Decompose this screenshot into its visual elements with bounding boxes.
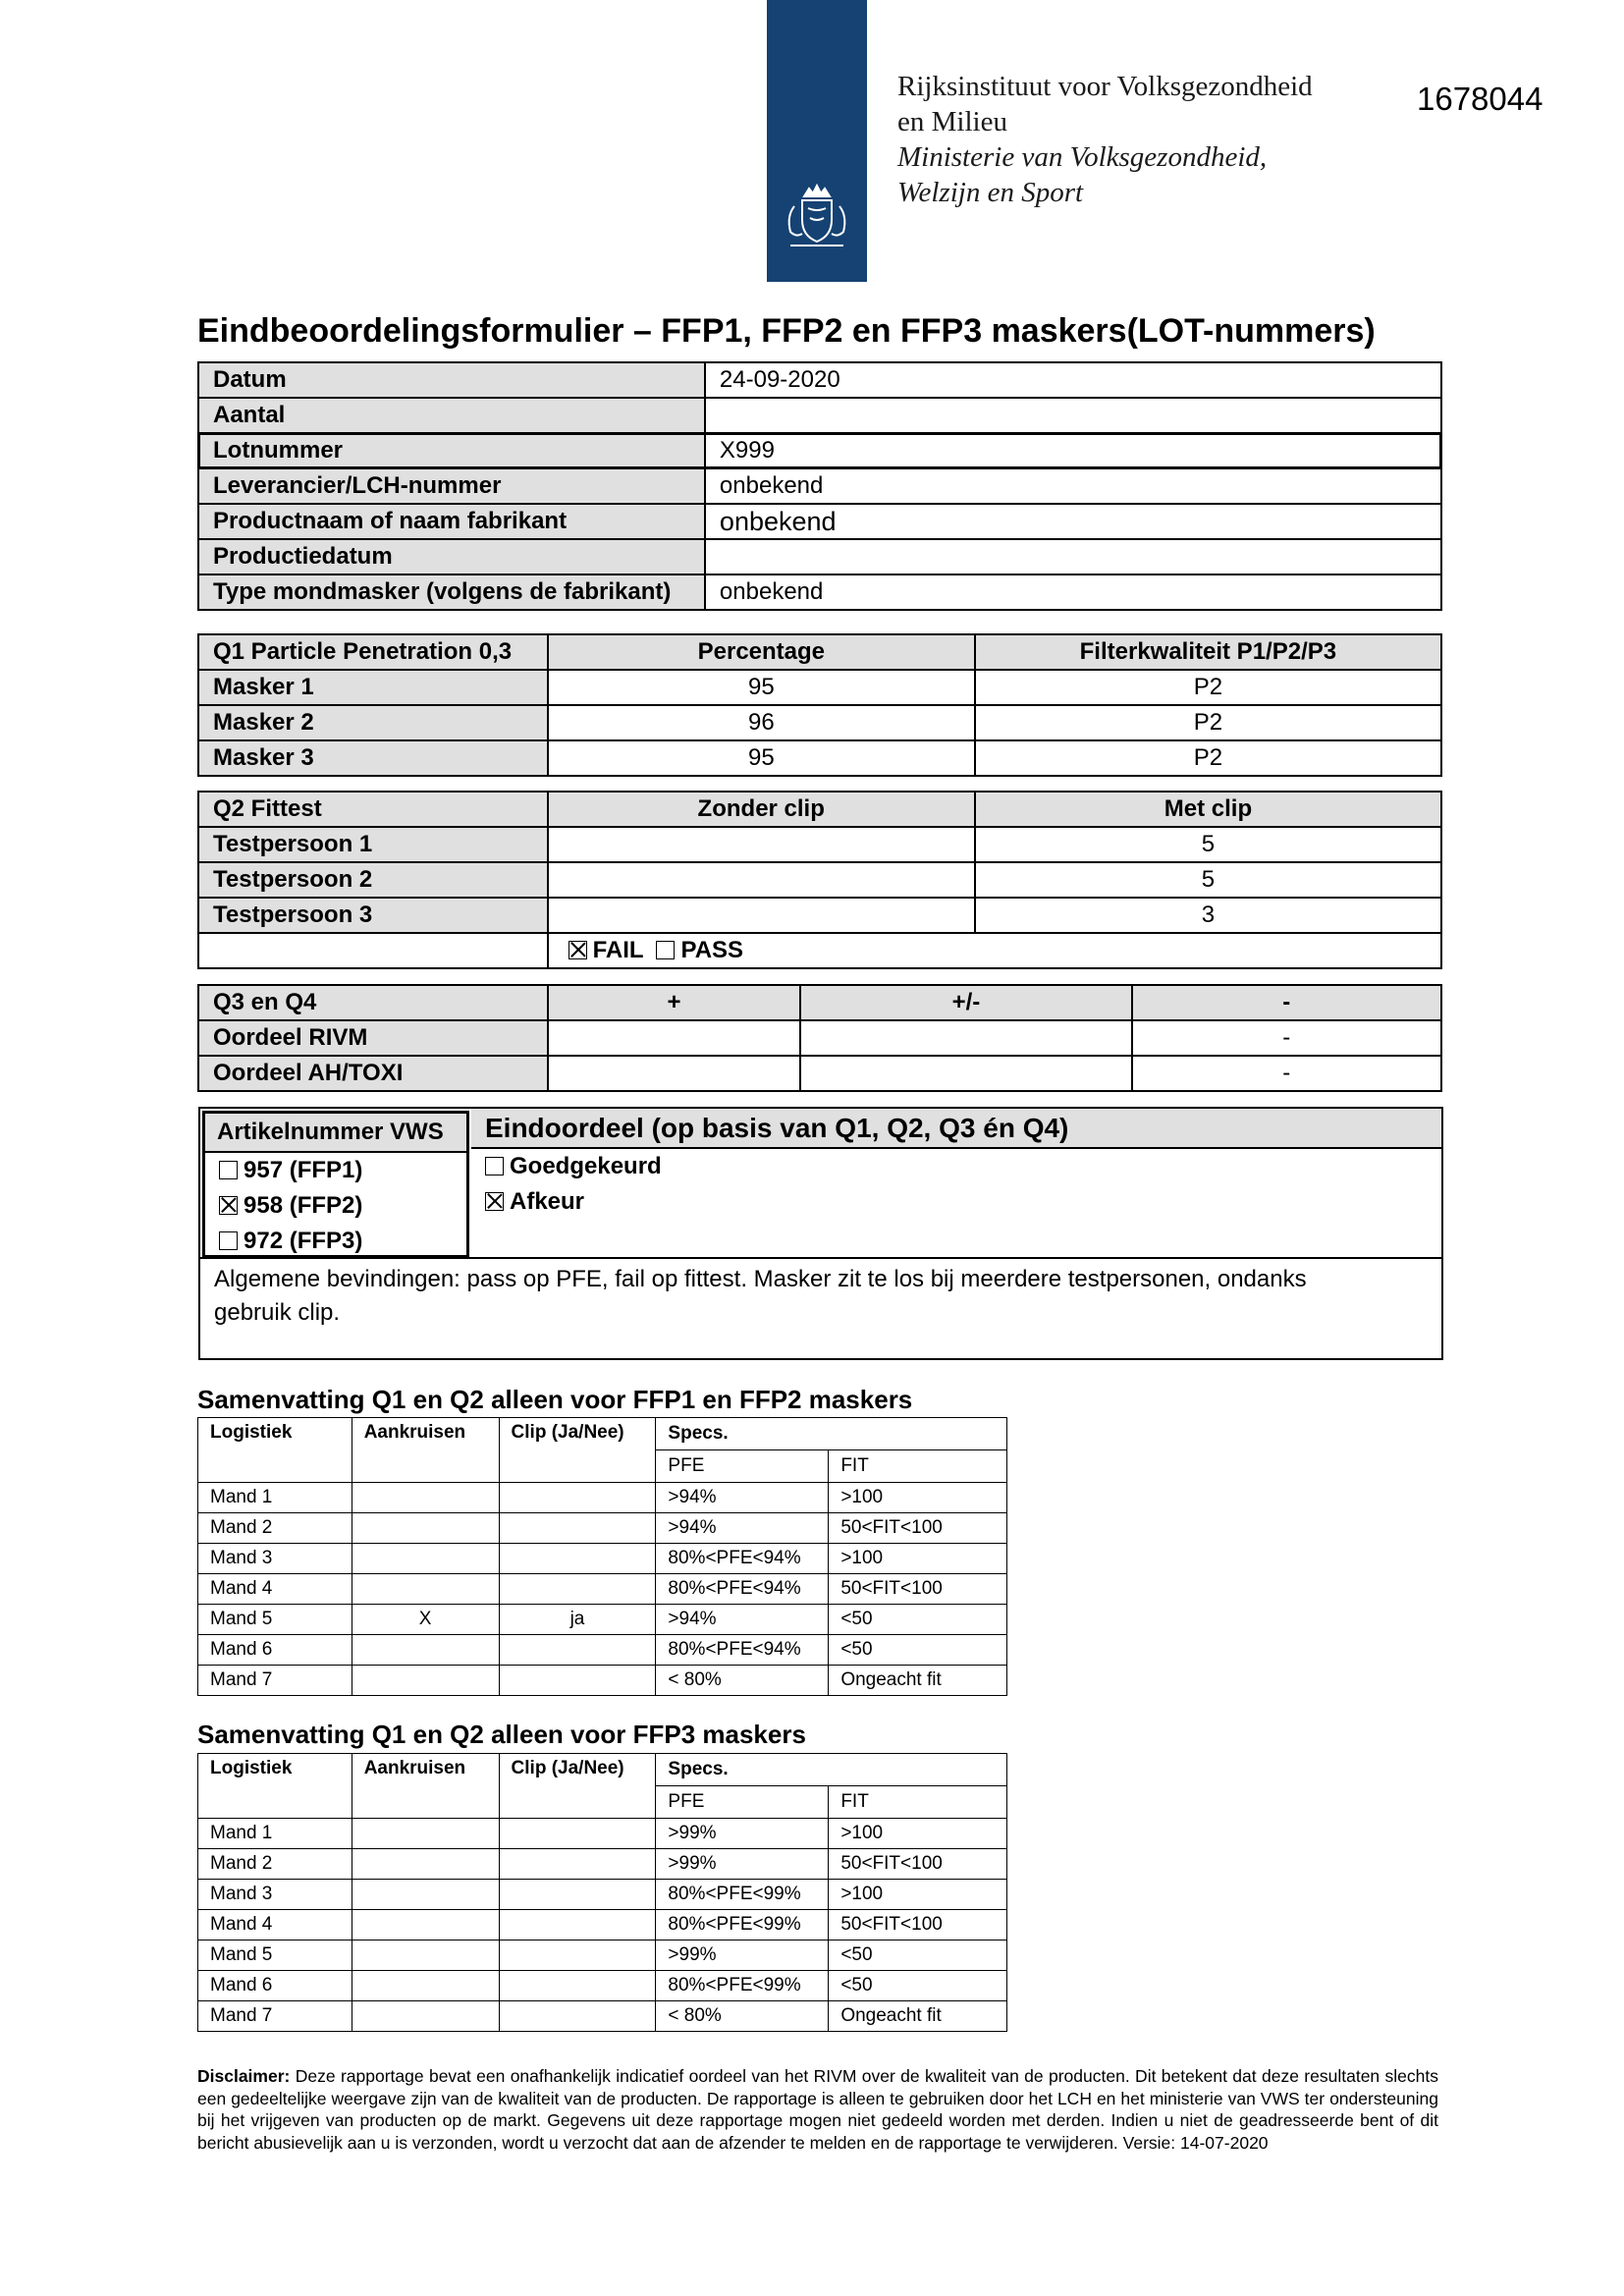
summary1-cell: ja <box>499 1605 656 1635</box>
pass-checkbox[interactable] <box>656 941 675 959</box>
q1-cell: 96 <box>548 705 975 740</box>
q1-row <box>198 670 1441 705</box>
summary2-cell: 50<FIT<100 <box>829 1849 1007 1880</box>
oordeel-option <box>485 1184 1441 1220</box>
info-row <box>198 468 1441 504</box>
summary1-cell: >100 <box>829 1544 1007 1574</box>
q1-header-cell: Percentage <box>548 634 975 670</box>
q1-row-label: Masker 3 <box>198 740 548 776</box>
oordeel-header: Eindoordeel (op basis van Q1, Q2, Q3 én Q4) <box>471 1109 1441 1149</box>
info-label: Aantal <box>198 398 705 433</box>
disclaimer-text: Deze rapportage bevat een onafhankelijk indicatief oordeel van het RIVM over de kwaliteit van de producten. Dit betekent dat deze resultaten slechts een gedeeltelijke weergave zijn van de kwaliteit van de producten. De rapportage is alleen te gebruiken door het LCH en het ministerie van VWS ter ondersteuning bij het vrijgeven van producten op de markt. Gegevens uit deze rapportage mogen niet gedeeld worden met derden. Indien u niet de geadresseerde bent of dit bericht abusievelijk aan u is verzonden, wordt u verzocht dat aan de afzender te melden en de rapportage te verwijderen. Versie: 14-07-2020 <box>197 2066 1438 2153</box>
summary1-cell: Mand 4 <box>198 1574 352 1605</box>
q1-cell: 95 <box>548 670 975 705</box>
q1-header-cell: Filterkwaliteit P1/P2/P3 <box>975 634 1441 670</box>
oordeel-area <box>471 1109 1441 1256</box>
q2-cell: 5 <box>975 862 1441 898</box>
summary2-cell <box>352 1910 499 1941</box>
info-value: onbekend <box>705 504 1441 539</box>
summary1-header-cell: Specs. <box>656 1418 1007 1450</box>
summary2-table <box>197 1753 1007 2032</box>
summary1-row <box>198 1605 1007 1635</box>
q2-table <box>197 791 1442 969</box>
q34-cell <box>800 1020 1131 1056</box>
ministry-line1: Ministerie van Volksgezondheid, <box>897 141 1268 173</box>
bevindingen-text <box>200 1257 1441 1334</box>
q1-cell: P2 <box>975 670 1441 705</box>
q1-row-label: Masker 2 <box>198 705 548 740</box>
oordeel-option-label: Goedgekeurd <box>510 1153 662 1179</box>
summary2-cell: <50 <box>829 1941 1007 1971</box>
artikel-option <box>219 1188 466 1224</box>
summary1-cell: Mand 1 <box>198 1483 352 1513</box>
artikel-option <box>219 1153 466 1188</box>
q2-cell <box>548 898 975 933</box>
summary2-cell <box>352 1941 499 1971</box>
q2-row <box>198 862 1441 898</box>
summary2-title: Samenvatting Q1 en Q2 alleen voor FFP3 maskers <box>197 1720 806 1749</box>
summary2-header-cell: Clip (Ja/Nee) <box>499 1754 656 1819</box>
summary1-cell <box>499 1635 656 1666</box>
summary1-table <box>197 1417 1007 1696</box>
q34-header-cell: Q3 en Q4 <box>198 985 548 1020</box>
q1-table <box>197 633 1442 777</box>
pass-label: PASS <box>680 937 744 963</box>
summary2-row <box>198 1910 1007 1941</box>
summary2-cell: >99% <box>656 1819 829 1849</box>
q34-header-cell: +/- <box>800 985 1131 1020</box>
org-name-line2: en Milieu <box>897 106 1007 137</box>
info-label: Datum <box>198 362 705 398</box>
q2-header-cell: Q2 Fittest <box>198 792 548 827</box>
q2-cell <box>548 862 975 898</box>
summary2-cell <box>352 1849 499 1880</box>
ministry-line2: Welzijn en Sport <box>897 177 1084 208</box>
info-row <box>198 362 1441 398</box>
q1-cell: P2 <box>975 740 1441 776</box>
artikel-option-label: 957 (FFP1) <box>244 1157 363 1183</box>
summary1-cell <box>352 1544 499 1574</box>
summary2-cell <box>499 1880 656 1910</box>
summary2-cell <box>499 1941 656 1971</box>
summary1-header-cell: Clip (Ja/Nee) <box>499 1418 656 1483</box>
q34-header-cell: + <box>548 985 801 1020</box>
summary1-cell <box>352 1666 499 1696</box>
summary1-cell: 50<FIT<100 <box>829 1513 1007 1544</box>
q34-cell: - <box>1132 1020 1441 1056</box>
summary1-cell: >94% <box>656 1605 829 1635</box>
summary2-row <box>198 1880 1007 1910</box>
q1-cell: 95 <box>548 740 975 776</box>
artikel-option-label: 958 (FFP2) <box>244 1192 363 1219</box>
info-row <box>198 433 1441 468</box>
summary2-header-row <box>198 1754 1007 1786</box>
summary1-cell <box>499 1513 656 1544</box>
info-row <box>198 539 1441 574</box>
oordeel-option-label: Afkeur <box>510 1188 585 1215</box>
summary1-row <box>198 1635 1007 1666</box>
q1-header-cell: Q1 Particle Penetration 0,3 <box>198 634 548 670</box>
info-value <box>705 398 1441 433</box>
q34-table <box>197 984 1442 1092</box>
summary1-cell: Mand 5 <box>198 1605 352 1635</box>
summary2-cell: >100 <box>829 1880 1007 1910</box>
summary1-cell: Ongeacht fit <box>829 1666 1007 1696</box>
artikel-header: Artikelnummer VWS <box>205 1114 466 1153</box>
summary1-cell: 50<FIT<100 <box>829 1574 1007 1605</box>
summary1-cell: <50 <box>829 1635 1007 1666</box>
summary2-row <box>198 1971 1007 2001</box>
info-row <box>198 574 1441 610</box>
info-row <box>198 504 1441 539</box>
summary1-cell: Mand 6 <box>198 1635 352 1666</box>
q2-header-cell: Met clip <box>975 792 1441 827</box>
q34-row-label: Oordeel AH/TOXI <box>198 1056 548 1091</box>
summary2-cell: 80%<PFE<99% <box>656 1910 829 1941</box>
info-label: Productnaam of naam fabrikant <box>198 504 705 539</box>
summary1-cell: X <box>352 1605 499 1635</box>
artikel-option-label: 972 (FFP3) <box>244 1228 363 1254</box>
summary1-cell: <50 <box>829 1605 1007 1635</box>
q2-cell: 5 <box>975 827 1441 862</box>
summary1-header-row <box>198 1418 1007 1450</box>
summary1-header-cell: Aankruisen <box>352 1418 499 1483</box>
summary1-row <box>198 1483 1007 1513</box>
summary1-cell: >94% <box>656 1513 829 1544</box>
page-title: Eindbeoordelingsformulier – FFP1, FFP2 en FFP3 maskers(LOT-nummers) <box>197 312 1376 350</box>
summary2-row <box>198 1849 1007 1880</box>
bevindingen-line1: Algemene bevindingen: pass op PFE, fail op fittest. Masker zit te los bij meerdere testpersonen, ondanks <box>214 1266 1307 1292</box>
q34-row <box>198 1056 1441 1091</box>
summary1-cell <box>499 1666 656 1696</box>
q1-row <box>198 740 1441 776</box>
summary2-cell <box>499 1910 656 1941</box>
info-label: Leverancier/LCH-nummer <box>198 468 705 504</box>
summary1-cell <box>352 1635 499 1666</box>
summary2-header-cell: Specs. <box>656 1754 1007 1786</box>
logo-bar <box>767 0 867 282</box>
summary1-cell: < 80% <box>656 1666 829 1696</box>
q2-row-label: Testpersoon 2 <box>198 862 548 898</box>
disclaimer <box>197 2065 1438 2154</box>
q34-cell: - <box>1132 1056 1441 1091</box>
artikel-checkbox[interactable] <box>219 1231 238 1250</box>
summary1-cell <box>499 1574 656 1605</box>
info-table <box>197 361 1442 611</box>
disclaimer-label: Disclaimer: <box>197 2066 291 2086</box>
summary2-cell <box>352 1880 499 1910</box>
q34-cell <box>548 1056 801 1091</box>
summary1-cell: 80%<PFE<94% <box>656 1635 829 1666</box>
q34-row-label: Oordeel RIVM <box>198 1020 548 1056</box>
summary2-cell: 80%<PFE<99% <box>656 1971 829 2001</box>
summary2-cell: Mand 7 <box>198 2001 352 2032</box>
q34-row <box>198 1020 1441 1056</box>
q2-row-label: Testpersoon 1 <box>198 827 548 862</box>
summary2-cell: >99% <box>656 1941 829 1971</box>
summary2-cell: Mand 1 <box>198 1819 352 1849</box>
summary2-row <box>198 2001 1007 2032</box>
summary2-row <box>198 1819 1007 1849</box>
info-label: Type mondmasker (volgens de fabrikant) <box>198 574 705 610</box>
q2-cell: 3 <box>975 898 1441 933</box>
summary2-cell: Ongeacht fit <box>829 2001 1007 2032</box>
summary2-cell <box>499 1819 656 1849</box>
summary2-cell <box>499 1971 656 2001</box>
eindoordeel-block <box>198 1107 1443 1360</box>
fail-label: FAIL <box>592 937 644 963</box>
summary1-cell <box>499 1544 656 1574</box>
q34-header-row <box>198 985 1441 1020</box>
organization-block <box>897 69 1313 210</box>
artikel-checkbox[interactable] <box>219 1196 238 1215</box>
summary2-cell: 50<FIT<100 <box>829 1910 1007 1941</box>
summary1-cell <box>499 1483 656 1513</box>
q34-cell <box>800 1056 1131 1091</box>
summary2-header-cell: FIT <box>829 1786 1007 1819</box>
summary2-cell: Mand 5 <box>198 1941 352 1971</box>
oordeel-option <box>485 1149 1441 1184</box>
q2-row <box>198 898 1441 933</box>
summary1-cell: >94% <box>656 1483 829 1513</box>
summary2-row <box>198 1941 1007 1971</box>
summary2-header-cell: Aankruisen <box>352 1754 499 1819</box>
q34-header-cell: - <box>1132 985 1441 1020</box>
summary2-cell <box>499 2001 656 2032</box>
artikel-box <box>202 1111 469 1258</box>
org-name-line1: Rijksinstituut voor Volksgezondheid <box>897 71 1313 102</box>
q1-cell: P2 <box>975 705 1441 740</box>
q2-cell <box>548 827 975 862</box>
summary2-cell: <50 <box>829 1971 1007 2001</box>
info-value: X999 <box>705 433 1441 468</box>
summary1-row <box>198 1666 1007 1696</box>
info-value <box>705 539 1441 574</box>
bevindingen-line2: gebruik clip. <box>214 1299 341 1326</box>
summary1-cell: Mand 2 <box>198 1513 352 1544</box>
q34-cell <box>548 1020 801 1056</box>
summary2-cell: >99% <box>656 1849 829 1880</box>
info-value: 24-09-2020 <box>705 362 1441 398</box>
summary2-cell <box>352 1819 499 1849</box>
summary1-row <box>198 1574 1007 1605</box>
q2-header-row <box>198 792 1441 827</box>
q2-result <box>548 933 1441 968</box>
info-value: onbekend <box>705 574 1441 610</box>
summary2-cell: < 80% <box>656 2001 829 2032</box>
summary1-row <box>198 1513 1007 1544</box>
q2-result-spacer <box>198 933 548 968</box>
summary2-cell <box>499 1849 656 1880</box>
q2-header-cell: Zonder clip <box>548 792 975 827</box>
oordeel-checkbox[interactable] <box>485 1192 504 1211</box>
artikel-checkbox[interactable] <box>219 1161 238 1179</box>
summary2-cell: Mand 6 <box>198 1971 352 2001</box>
summary1-header-cell: Logistiek <box>198 1418 352 1483</box>
summary2-cell <box>352 2001 499 2032</box>
summary1-cell <box>352 1574 499 1605</box>
q2-row-label: Testpersoon 3 <box>198 898 548 933</box>
info-value: onbekend <box>705 468 1441 504</box>
summary2-header-cell: Logistiek <box>198 1754 352 1819</box>
oordeel-checkbox[interactable] <box>485 1157 504 1175</box>
document-number: 1678044 <box>1417 81 1543 117</box>
summary2-cell: Mand 3 <box>198 1880 352 1910</box>
summary1-title: Samenvatting Q1 en Q2 alleen voor FFP1 en FFP2 maskers <box>197 1385 913 1414</box>
summary1-cell: 80%<PFE<94% <box>656 1574 829 1605</box>
summary2-header-cell: PFE <box>656 1786 829 1819</box>
info-row <box>198 398 1441 433</box>
summary1-header-cell: PFE <box>656 1450 829 1483</box>
q2-row <box>198 827 1441 862</box>
summary2-cell: 80%<PFE<99% <box>656 1880 829 1910</box>
summary2-cell <box>352 1971 499 2001</box>
artikel-option <box>219 1224 466 1259</box>
summary1-header-cell: FIT <box>829 1450 1007 1483</box>
summary1-cell <box>352 1513 499 1544</box>
summary1-cell <box>352 1483 499 1513</box>
q1-header-row <box>198 634 1441 670</box>
q1-row <box>198 705 1441 740</box>
info-label: Productiedatum <box>198 539 705 574</box>
summary1-cell: 80%<PFE<94% <box>656 1544 829 1574</box>
crest-icon <box>767 0 867 282</box>
fail-checkbox[interactable] <box>568 941 587 959</box>
summary1-cell: Mand 3 <box>198 1544 352 1574</box>
summary2-cell: Mand 4 <box>198 1910 352 1941</box>
info-label: Lotnummer <box>198 433 705 468</box>
summary1-cell: Mand 7 <box>198 1666 352 1696</box>
q1-row-label: Masker 1 <box>198 670 548 705</box>
summary1-cell: >100 <box>829 1483 1007 1513</box>
summary1-row <box>198 1544 1007 1574</box>
summary2-cell: >100 <box>829 1819 1007 1849</box>
summary2-cell: Mand 2 <box>198 1849 352 1880</box>
